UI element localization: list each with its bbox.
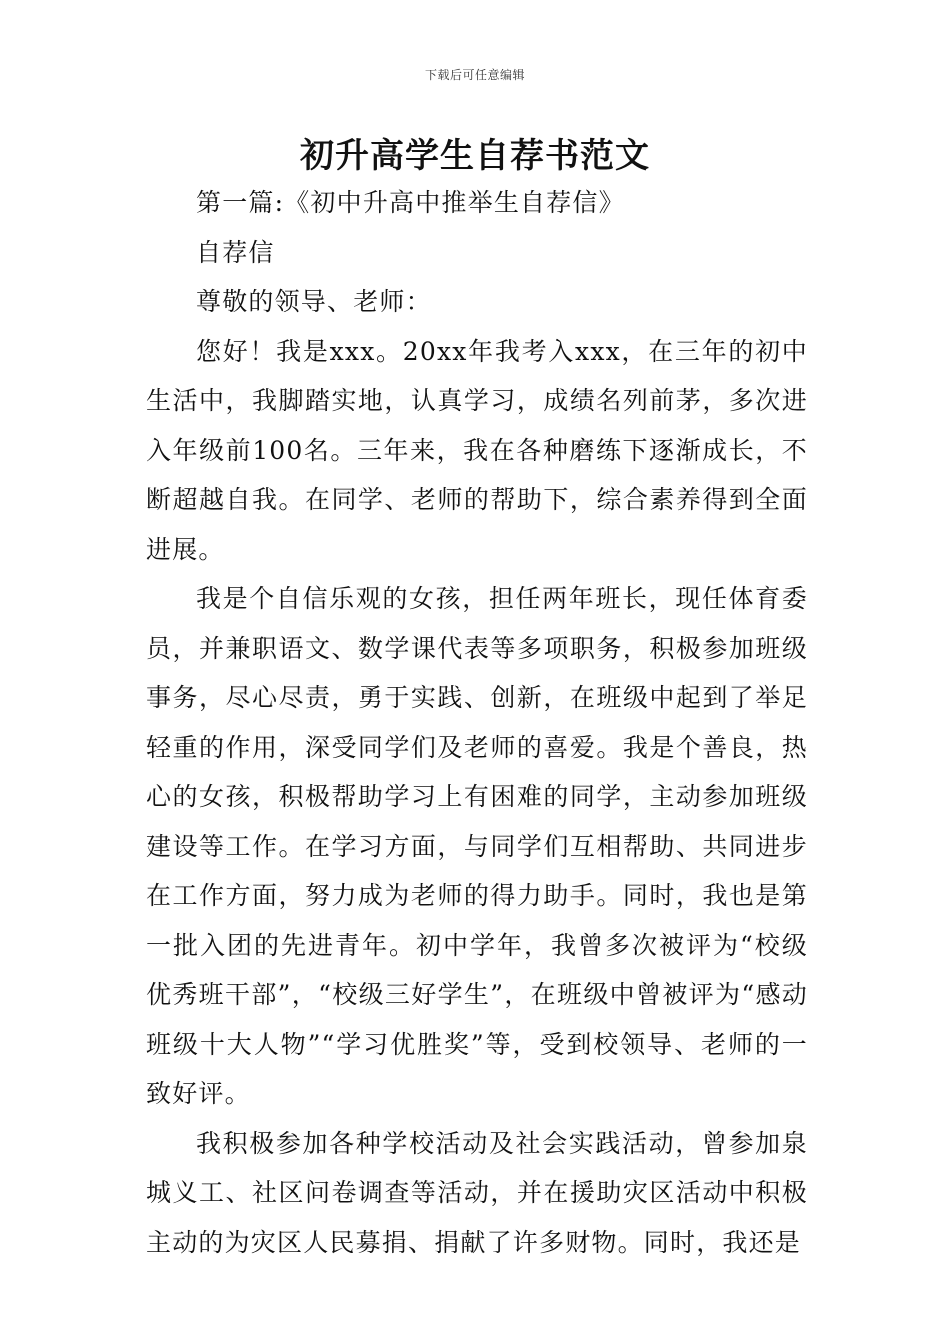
header-note: 下载后可任意编辑 <box>424 68 525 82</box>
document-title: 初升高学生自荐书范文 <box>300 136 650 176</box>
section-heading: 第一篇:《初中升高中推举生自荐信》 <box>196 188 625 217</box>
salutation: 尊敬的领导、老师： <box>196 287 432 316</box>
paragraph-1: 您好！我是xxx。20xx年我考入xxx，在三年的初中生活中，我脚踏实地，认真学习，成绩名列前茅，多次进入年级前100名。三年来，我在各种磨练下逐渐成长，不断超越自我。在同学、老师的帮助下，综合素养得到全面进展。 <box>146 336 808 564</box>
paragraph-3: 我积极参加各种学校活动及社会实践活动，曾参加泉城义工、社区问卷调查等活动，并在援助灾区活动中积极主动的为灾区人民募捐、捐献了许多财物。同时，我还是 <box>146 1128 808 1257</box>
paragraph-2: 我是个自信乐观的女孩，担任两年班长，现任体育委员，并兼职语文、数学课代表等多项职务，积极参加班级事务，尽心尽责，勇于实践、创新，在班级中起到了举足轻重的作用，深受同学们及老师的喜爱。我是个善良，热心的女孩，积极帮助学习上有困难的同学，主动参加班级建设等工作。在学习方面，与同学们互相帮助、共同进步在工作方面，努力成为老师的得力助手。同时，我也是第一批入团的先进青年。初中学年，我曾多次被评为“校级优秀班干部”，“校级三好学生”，在班级中曾被评为“感动班级十大人物”“学习优胜奖”等，受到校领导、老师的一致好评。 <box>146 584 808 1108</box>
letter-title: 自荐信 <box>196 237 275 267</box>
document-body <box>146 178 808 1267</box>
